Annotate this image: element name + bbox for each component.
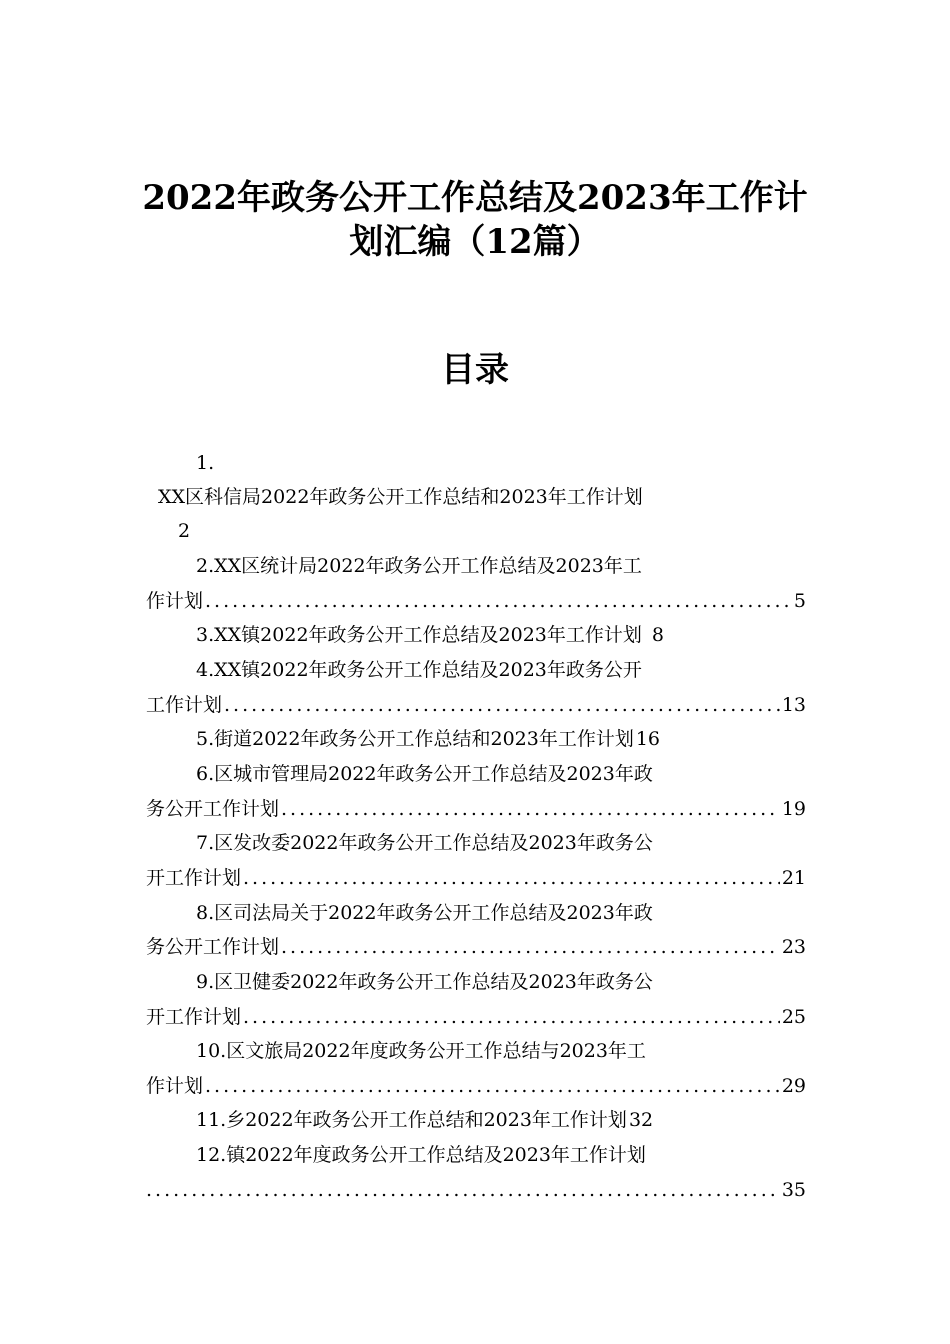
toc-entry-3 <box>196 622 806 648</box>
toc-entry-4-page: 13 <box>781 694 806 716</box>
toc-entry-6-line-2 <box>146 796 806 822</box>
toc-leader-dots <box>279 796 780 822</box>
toc-entry-12-line-2 <box>146 1177 806 1203</box>
toc-entry-2-line-2 <box>146 588 806 614</box>
toc-entry-8-line-2 <box>146 934 806 960</box>
toc-leader-dots <box>203 588 792 614</box>
toc-leader-dots <box>203 1073 780 1099</box>
toc-entry-10-line-2 <box>146 1073 806 1099</box>
toc-entry-8-page: 23 <box>781 936 806 958</box>
toc-entry-11-page: 32 <box>628 1109 654 1131</box>
toc-entry-2-tail: 作计划 <box>146 590 204 612</box>
toc-entry-4-tail: 工作计划 <box>146 694 223 716</box>
toc-entry-5-page: 16 <box>635 728 661 750</box>
toc-leader-dots <box>279 934 780 960</box>
toc-heading: 目录 <box>441 350 509 390</box>
toc-entry-9-tail: 开工作计划 <box>146 1006 242 1028</box>
toc-entry-2-page: 5 <box>793 590 806 612</box>
toc-entry-7-line-2 <box>146 865 806 891</box>
toc-entry-6-tail: 务公开工作计划 <box>146 798 280 820</box>
toc-entry-1-text: XX区科信局2022年政务公开工作总结和2023年工作计划 <box>158 486 643 508</box>
toc-leader-dots <box>146 1177 780 1203</box>
toc-entry-9-line-1: 9.区卫健委2022年政务公开工作总结及2023年政务公 <box>196 971 653 993</box>
toc-entry-1-page: 2 <box>178 520 191 542</box>
toc-entry-11 <box>196 1107 806 1133</box>
toc-leader-dots <box>241 1004 780 1030</box>
toc-entry-11-text: 11.乡2022年政务公开工作总结和2023年工作计划 <box>196 1109 627 1131</box>
toc-entry-3-text: 3.XX镇2022年政务公开工作总结及2023年工作计划 <box>196 624 642 646</box>
toc-entry-8-line-1: 8.区司法局关于2022年政务公开工作总结及2023年政 <box>196 902 653 924</box>
toc-leader-dots <box>241 865 780 891</box>
toc-entry-8-tail: 务公开工作计划 <box>146 936 280 958</box>
toc-entry-3-page: 8 <box>651 624 664 646</box>
toc-entry-10-tail: 作计划 <box>146 1075 204 1097</box>
toc-entry-7-tail: 开工作计划 <box>146 867 242 889</box>
toc-entry-10-page: 29 <box>781 1075 806 1097</box>
toc-entry-1-number: 1. <box>196 452 215 474</box>
toc-entry-12-page: 35 <box>781 1179 806 1201</box>
toc-entry-9-page: 25 <box>781 1006 806 1028</box>
document-title-line-2: 划汇编（12篇） <box>349 222 601 262</box>
toc-entry-4-line-2 <box>146 692 806 718</box>
toc-entry-4-line-1: 4.XX镇2022年政务公开工作总结及2023年政务公开 <box>196 659 642 681</box>
toc-leader-dots <box>222 692 780 718</box>
document-title-line-1: 2022年政务公开工作总结及2023年工作计 <box>142 178 808 218</box>
toc-entry-5-text: 5.街道2022年政务公开工作总结和2023年工作计划 <box>196 728 634 750</box>
toc-entry-6-line-1: 6.区城市管理局2022年政务公开工作总结及2023年政 <box>196 763 653 785</box>
toc-entry-9-line-2 <box>146 1004 806 1030</box>
toc-entry-6-page: 19 <box>781 798 806 820</box>
toc-entry-10-line-1: 10.区文旅局2022年度政务公开工作总结与2023年工 <box>196 1040 646 1062</box>
toc-entry-2-line-1: 2.XX区统计局2022年政务公开工作总结及2023年工 <box>196 555 642 577</box>
toc-entry-5 <box>196 726 806 752</box>
toc-entry-7-page: 21 <box>781 867 806 889</box>
toc-entry-7-line-1: 7.区发改委2022年政务公开工作总结及2023年政务公 <box>196 832 653 854</box>
toc-entry-12-line-1: 12.镇2022年度政务公开工作总结及2023年工作计划 <box>196 1144 646 1166</box>
